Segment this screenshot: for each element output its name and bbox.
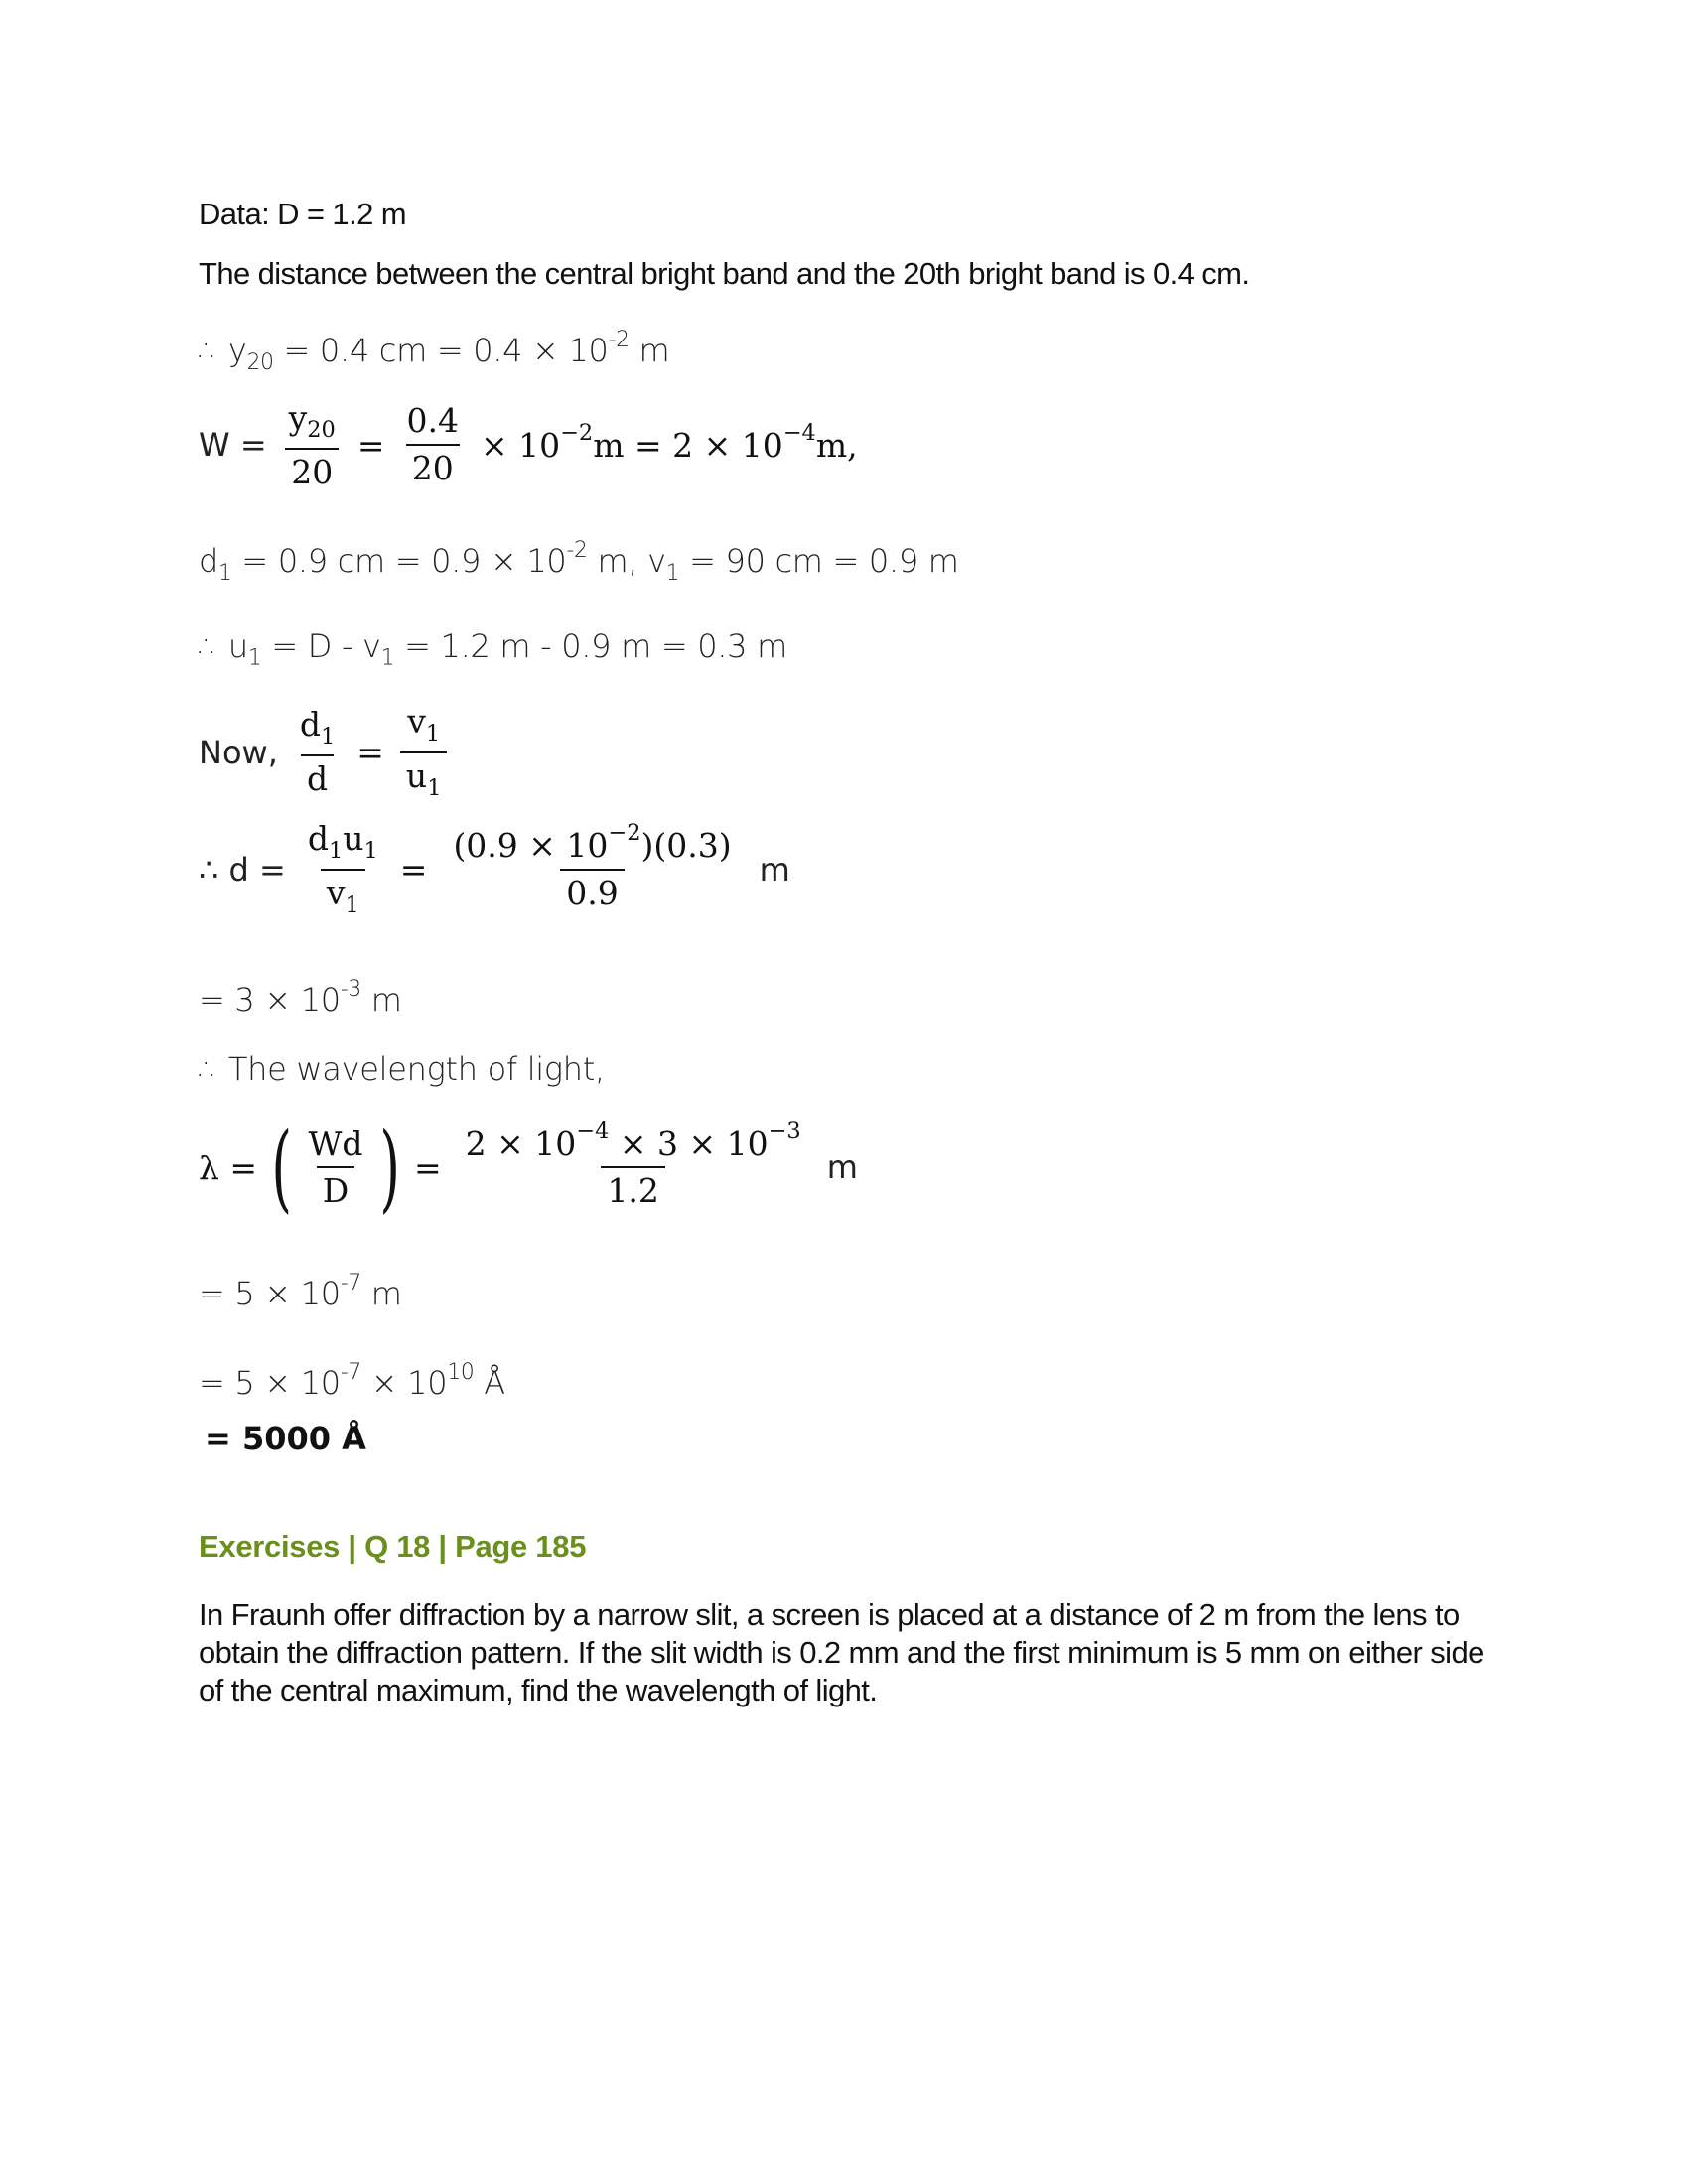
wavelength-label: ∴ The wavelength of light, (199, 1050, 605, 1088)
lambda-value-fraction: $\frac{2 \times 10^{-4} \times 3 \times 10^{-3}}{1.2}$ (465, 1118, 801, 1210)
y20-prefix: ∴ y (199, 332, 247, 370)
d-fraction-2: $\frac{(0.9 \times 10^{-2})(0.3)}{0.9}$ (453, 819, 732, 912)
ratio-equation (199, 703, 457, 801)
now-fraction-right: $\frac{v_1}{u_1}$ (400, 703, 448, 801)
question-text: In Fraunh offer diffraction by a narrow slit, a screen is placed at a distance of 2 m from the lens to obtain the diffraction pattern. If the slit width is 0.2 mm and the first minimum is 5 mm on either side of the central maximum, find the wavelength of light. (199, 1597, 1484, 1707)
lambda-inner-fraction: $\frac{Wd}{D}$ (308, 1124, 363, 1210)
w-lhs: W = (199, 426, 267, 465)
given-statement: The distance between the central bright band and the 20th bright band is 0.4 cm. (199, 256, 1250, 291)
d-lhs: ∴ d = (199, 850, 286, 888)
y20-unit: m (629, 332, 670, 370)
lambda-equals: = (414, 1148, 442, 1187)
w-equals: = (356, 425, 385, 465)
lambda-unit: m (826, 1149, 858, 1186)
left-paren: ( (271, 1112, 293, 1223)
w-frac1-den: 20 (285, 448, 339, 491)
y20-equation (199, 328, 669, 375)
lambda-lhs: λ = (199, 1148, 258, 1187)
d-result: = $3 \times 10^{-3}$ m (199, 977, 402, 1020)
y20-exponent: -2 (608, 328, 630, 352)
exercise-heading: Exercises | Q 18 | Page 185 (199, 1529, 587, 1564)
data-line: Data: D = 1.2 m (199, 197, 406, 231)
d-fraction-1: $\frac{d_1u_1}{v_1}$ (307, 819, 378, 918)
y20-subscript: 20 (246, 349, 274, 375)
y20-middle: = 0.4 cm = 0.4 × 10 (273, 332, 609, 370)
d-equals: = (399, 850, 428, 889)
w-rest: × $10^{-2}m = 2 \times 10^{-4}m$, (480, 419, 858, 465)
wavelength-result-meters: = $5 \times 10^{-7}$ m (199, 1271, 402, 1313)
w-frac2-num: 0.4 (406, 401, 459, 441)
d1-v1-values: $d_1 = 0.9$ cm = $0.9 \times 10^{-2}$ m, $v_1 = 90$ cm = 0.9 m (199, 538, 959, 586)
now-fraction-left: $\frac{d_1}{d}$ (299, 705, 336, 798)
w-fraction-2 (401, 402, 465, 487)
fringe-width-equation (199, 399, 864, 491)
u1-equation: ∴ $u_1 = D - v_1 = 1.2$ m - 0.9 m = 0.3 m (199, 627, 787, 671)
w-frac1-num: y (288, 398, 308, 437)
now-equals: = (356, 733, 384, 772)
w-frac1-num-sub: 20 (307, 416, 336, 443)
d-unit: m (759, 850, 790, 888)
w-fraction-1 (283, 399, 342, 491)
slit-separation-equation (199, 820, 796, 918)
final-answer: = 5000 Å (205, 1420, 366, 1457)
w-frac2-den: 20 (406, 444, 460, 487)
right-paren: ) (378, 1112, 400, 1223)
now-label: Now, (199, 733, 278, 771)
wavelength-conversion: = $5 \times 10^{-7} \times 10^{10}$ Å (199, 1360, 505, 1403)
wavelength-equation (199, 1112, 864, 1223)
